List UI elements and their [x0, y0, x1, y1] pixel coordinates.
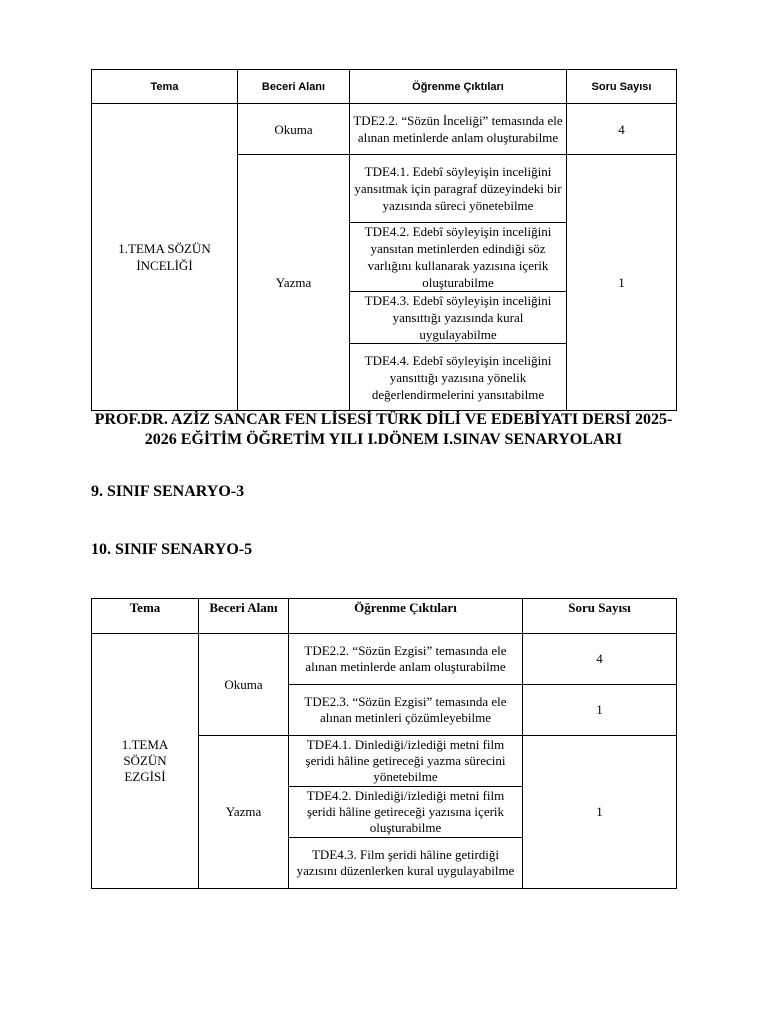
outcome-cell: TDE2.3. “Sözün Ezgisi” temasında ele alınan metinleri çözümleyebilme — [289, 685, 523, 736]
scenario-table-sozun-ezgisi — [91, 598, 677, 889]
outcome-cell: TDE4.2. Dinlediği/izlediği metni film şeridi hâline getireceği yazısına içerik oluşturabilme — [289, 787, 523, 838]
question-count: 4 — [523, 634, 677, 685]
header-beceri-alani: Beceri Alanı — [199, 599, 289, 634]
skill-okuma: Okuma — [199, 634, 289, 736]
skill-yazma: Yazma — [238, 155, 350, 411]
question-count: 4 — [567, 104, 677, 155]
question-count: 1 — [567, 155, 677, 411]
outcome-cell: TDE4.2. Edebî söyleyişin inceliğini yansıtan metinlerden edindiği söz varlığını kullanarak yazısına içerik oluşturabilme — [350, 223, 567, 292]
outcome-cell: TDE2.2. “Sözün Ezgisi” temasında ele alınan metinlerde anlam oluşturabilme — [289, 634, 523, 685]
question-count: 1 — [523, 685, 677, 736]
question-count: 1 — [523, 736, 677, 889]
table-header-row — [92, 599, 677, 634]
header-tema: Tema — [92, 70, 238, 104]
table-header-row — [92, 70, 677, 104]
outcome-cell: TDE2.2. “Sözün İnceliği” temasında ele alınan metinlerde anlam oluşturabilme — [350, 104, 567, 155]
tema-cell: 1.TEMA SÖZÜN İNCELİĞİ — [92, 104, 238, 411]
outcome-cell: TDE4.1. Edebî söyleyişin inceliğini yansıtmak için paragraf düzeyindeki bir yazısında süreci yönetebilme — [350, 155, 567, 223]
header-beceri-alani: Beceri Alanı — [238, 70, 350, 104]
scenario-table-sozun-inceligi — [91, 69, 677, 411]
outcome-cell: TDE4.3. Edebî söyleyişin inceliğini yansıttığı yazısında kural uygulayabilme — [350, 292, 567, 344]
skill-okuma: Okuma — [238, 104, 350, 155]
header-tema: Tema — [92, 599, 199, 634]
table-row — [92, 104, 677, 155]
skill-yazma: Yazma — [199, 736, 289, 889]
section-title-10: 10. SINIF SENARYO-5 — [91, 541, 253, 558]
header-ogrenme-ciktilari: Öğrenme Çıktıları — [350, 70, 567, 104]
header-soru-sayisi: Soru Sayısı — [523, 599, 677, 634]
document-heading: PROF.DR. AZİZ SANCAR FEN LİSESİ TÜRK DİLİ VE EDEBİYATI DERSİ 2025-2026 EĞİTİM ÖĞRETİM YILI I.DÖNEM I.SINAV SENARYOLARI — [94, 411, 673, 448]
outcome-cell: TDE4.3. Film şeridi hâline getirdiği yazısını düzenlerken kural uygulayabilme — [289, 838, 523, 889]
header-soru-sayisi: Soru Sayısı — [567, 70, 677, 104]
tema-cell: 1.TEMA SÖZÜN EZGİSİ — [92, 634, 199, 889]
header-ogrenme-ciktilari: Öğrenme Çıktıları — [289, 599, 523, 634]
outcome-cell: TDE4.4. Edebî söyleyişin inceliğini yansıttığı yazısına yönelik değerlendirmelerini yansıtabilme — [350, 344, 567, 411]
outcome-cell: TDE4.1. Dinlediği/izlediği metni film şeridi hâline getireceği yazma sürecini yönetebilme — [289, 736, 523, 787]
section-title-9: 9. SINIF SENARYO-3 — [91, 483, 245, 500]
table-row — [92, 634, 677, 685]
